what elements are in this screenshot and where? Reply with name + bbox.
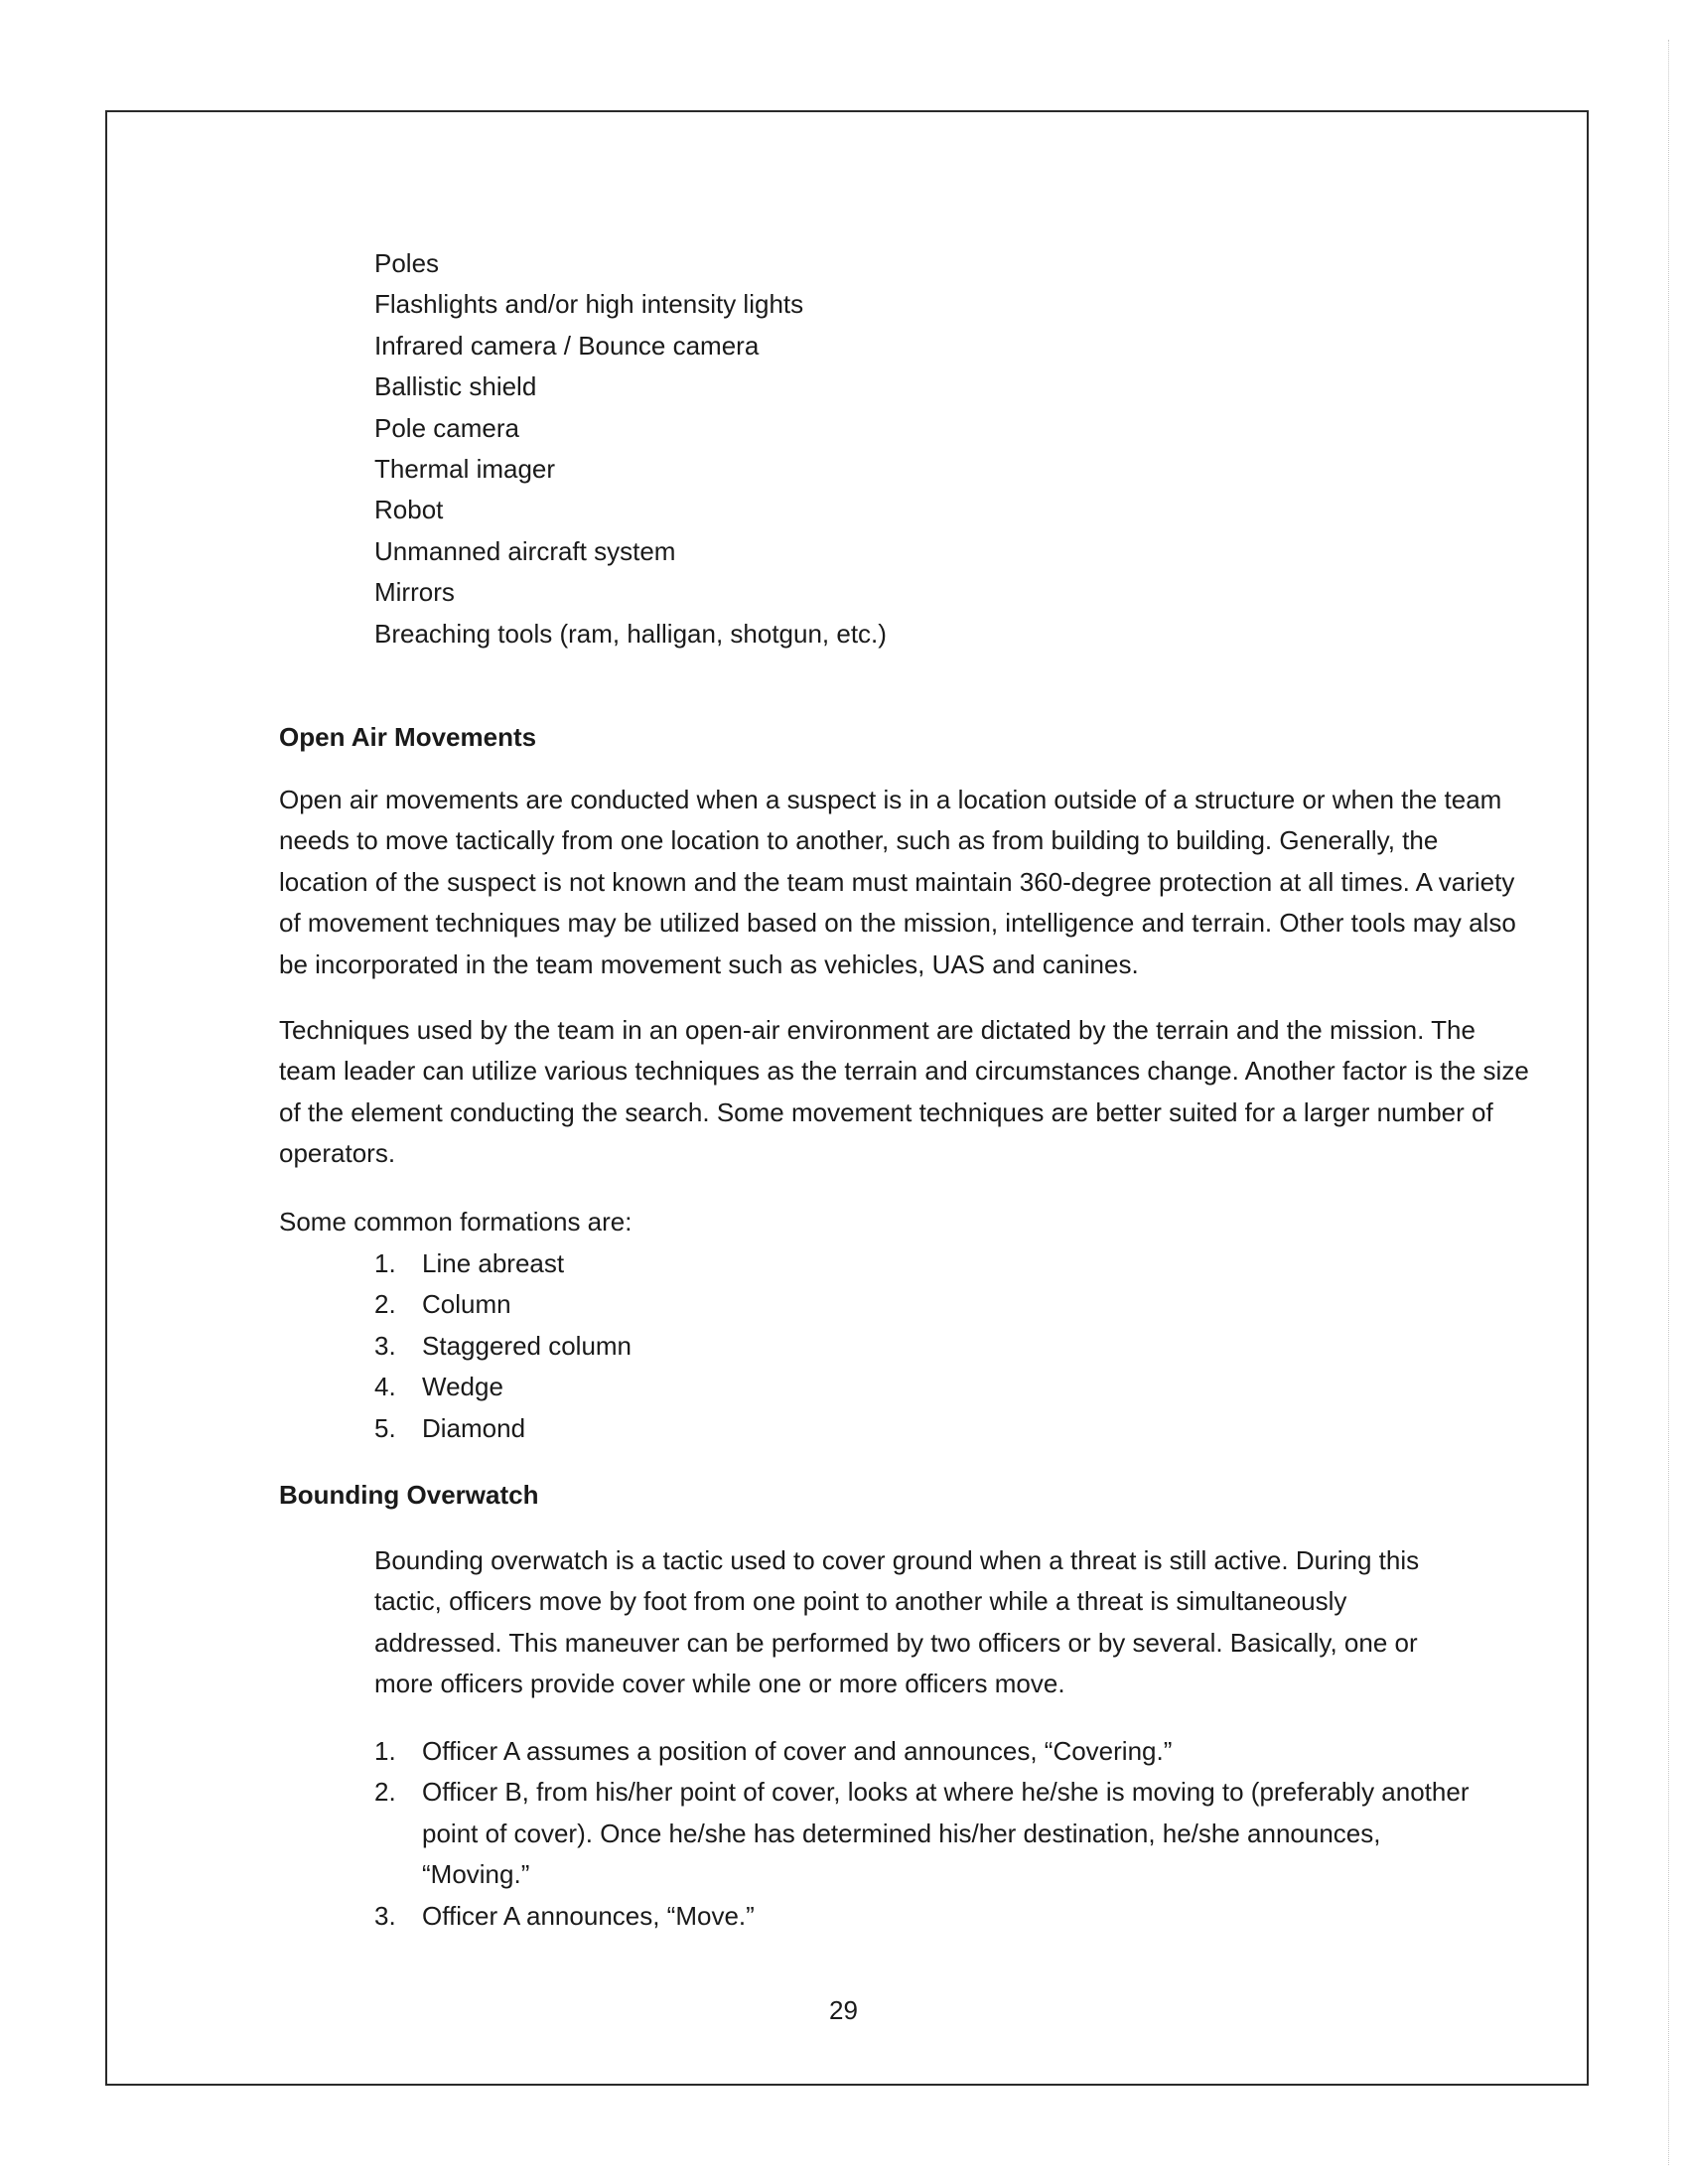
list-item: Flashlights and/or high intensity lights (374, 289, 804, 320)
scan-edge-line (1666, 40, 1669, 2165)
bounding-steps-list (374, 1731, 1476, 1937)
list-item: Poles (374, 248, 440, 278)
list-item: Mirrors (374, 577, 455, 608)
open-air-paragraph-1: Open air movements are conducted when a suspect is in a location outside of a structure or when the team needs to move tactically from one location to another, such as from building to building. Generally, the location of the suspect is not known and the team must maintain 360-degree protection at all times. A variety of movement techniques may be utilized based on the mission, intelligence and terrain. Other tools may also be incorporated in the team movement such as vehicles, UAS and canines. (279, 785, 1516, 979)
bounding-heading: Bounding Overwatch (279, 1480, 539, 1510)
equipment-list (374, 243, 887, 655)
list-item: 5. Diamond (374, 1412, 526, 1443)
list-item: 4. Wedge (374, 1372, 503, 1402)
list-item: Thermal imager (374, 454, 556, 485)
open-air-heading: Open Air Movements (279, 722, 537, 752)
list-item: Pole camera (374, 412, 519, 443)
list-item: 2. Officer B, from his/her point of cover, looks at where he/she is moving to (preferably another point of cover). Once he/she has determined his/her destination, he/she announces, “Moving.” (374, 1777, 1470, 1890)
list-item: 3. Staggered column (374, 1330, 633, 1361)
formations-list (374, 1243, 632, 1449)
list-item: 1. Officer A assumes a position of cover and announces, “Covering.” (374, 1736, 1173, 1766)
open-air-paragraph-2: Techniques used by the team in an open-air environment are dictated by the terrain and the mission. The team leader can utilize various techniques as the terrain and circumstances change. Another factor is the size of the element conducting the search. Some movement techniques are better suited for a larger number of operators. (279, 1015, 1529, 1169)
list-item: 2. Column (374, 1289, 511, 1320)
list-item: Unmanned aircraft system (374, 535, 676, 566)
list-item: Robot (374, 495, 444, 525)
list-item: Ballistic shield (374, 371, 537, 402)
list-item: 3. Officer A announces, “Move.” (374, 1900, 755, 1931)
list-item: 1. Line abreast (374, 1248, 565, 1278)
list-item: Infrared camera / Bounce camera (374, 330, 760, 361)
bounding-paragraph: Bounding overwatch is a tactic used to cover ground when a threat is still active. During this tactic, officers move by foot from one point to another while a threat is simultaneously addressed. This maneuver can be performed by two officers or by several. Basically, one or more officers provide cover while one or more officers move. (374, 1545, 1420, 1699)
formations-intro: Some common formations are: (279, 1207, 633, 1237)
page-number: 29 (829, 1995, 858, 2025)
list-item: Breaching tools (ram, halligan, shotgun, etc.) (374, 618, 887, 649)
